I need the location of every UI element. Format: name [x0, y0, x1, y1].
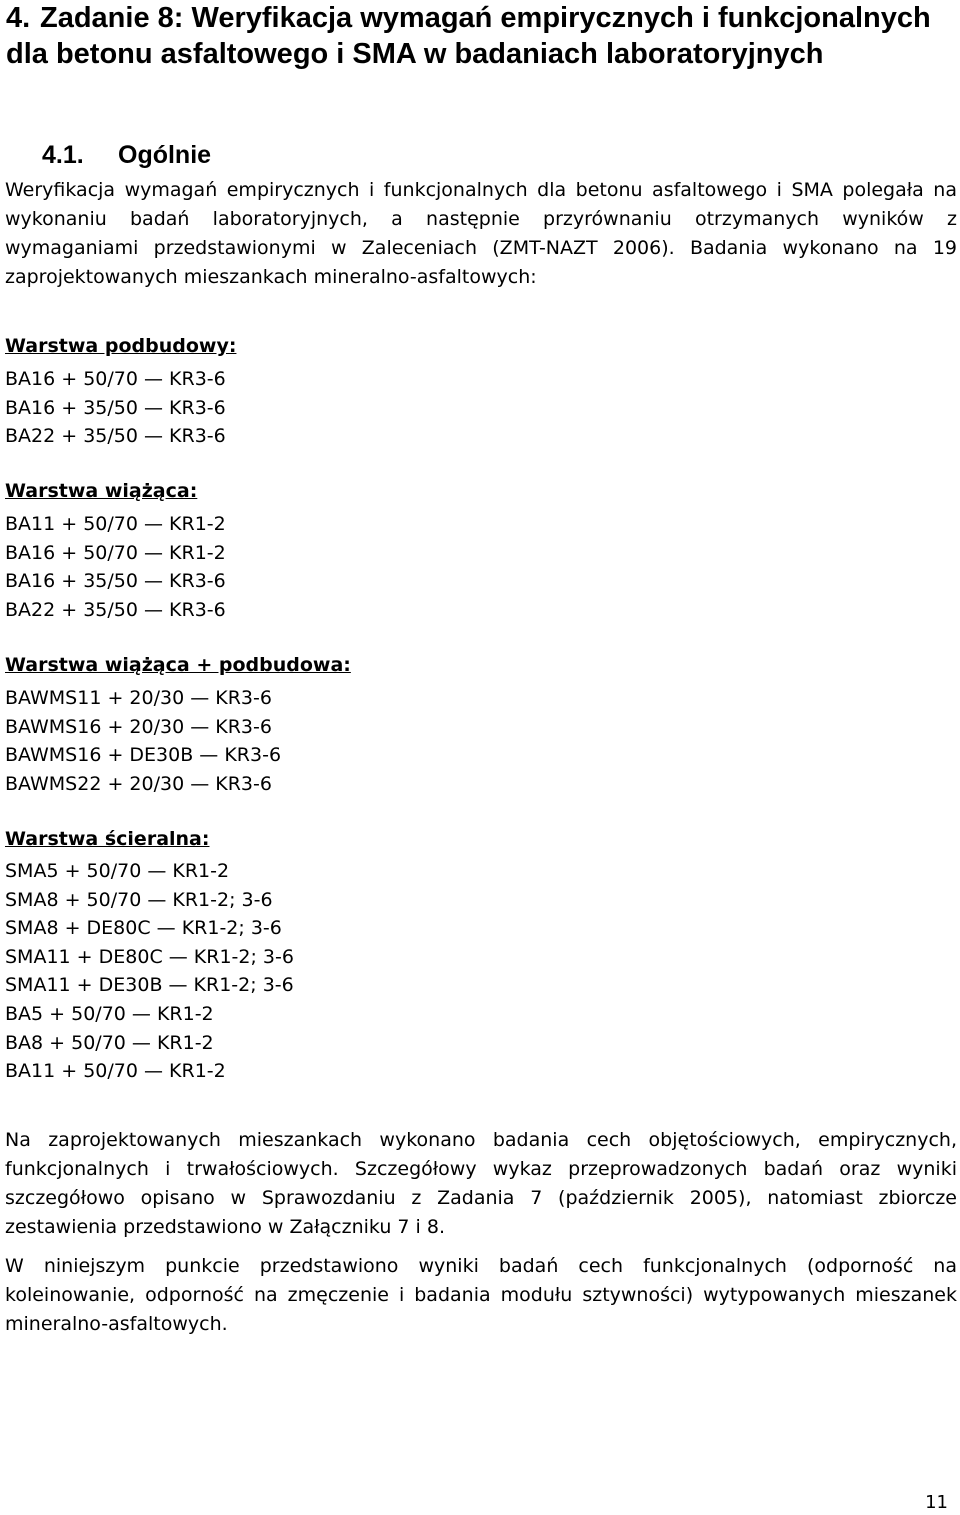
list-item: BAWMS11 + 20/30 — KR3-6: [5, 687, 272, 709]
section-label-podbudowy: Warstwa podbudowy:: [5, 335, 237, 357]
list-item: BAWMS16 + DE30B — KR3-6: [5, 744, 282, 767]
list-item: BAWMS16 + 20/30 — KR3-6: [5, 715, 272, 738]
subsection-title: Ogólnie: [118, 141, 212, 169]
list-item: BA16 + 35/50 — KR3-6: [5, 396, 226, 419]
page-number: 11: [925, 1492, 948, 1513]
subsection-number: 4.1.: [42, 141, 84, 169]
list-item: BA22 + 35/50 — KR3-6: [5, 598, 226, 621]
list-item: SMA5 + 50/70 — KR1-2: [5, 860, 230, 882]
closing-paragraph-1: Na zaprojektowanych mieszankach wykonano badania cech objętościowych, empirycznych, funkcjonalnych i trwałościowych. Szczegółowy wykaz przeprowadzonych badań oraz wyniki szczegółowo opisano w Sprawozdaniu z Zadania 7 (październik 2005), natomiast zbiorcze zestawienia przedstawiono w Załączniku 7 i 8.: [5, 1129, 957, 1238]
mix-list-scieralna: [5, 857, 294, 1086]
mix-list-podbudowy: [5, 365, 226, 451]
list-item: SMA8 + 50/70 — KR1-2; 3-6: [5, 888, 273, 911]
section-label-scieralna: Warstwa ścieralna:: [5, 828, 210, 850]
intro-paragraph: Weryfikacja wymagań empirycznych i funkcjonalnych dla betonu asfaltowego i SMA polegała na wykonaniu badań laboratoryjnych, a następnie przyrównaniu otrzymanych wyników z wymaganiami przedstawionymi w Zaleceniach (ZMT-NAZT 2006). Badania wykonano na 19 zaprojektowanych mieszankach mineralno-asfaltowych:: [5, 179, 957, 288]
list-item: SMA8 + DE80C — KR1-2; 3-6: [5, 917, 282, 940]
section-title: Zadanie 8: Weryfikacja wymagań empirycznych i funkcjonalnych dla betonu asfaltowego i SMA w badaniach laboratoryjnych: [6, 2, 931, 70]
list-item: SMA11 + DE30B — KR1-2; 3-6: [5, 974, 294, 997]
mix-list-wiazaca-podbudowa: [5, 684, 281, 798]
list-item: BA5 + 50/70 — KR1-2: [5, 1002, 214, 1025]
subsection-heading: [42, 140, 211, 170]
section-label-wiazaca-podbudowa: Warstwa wiążąca + podbudowa:: [5, 654, 351, 676]
list-item: BA11 + 50/70 — KR1-2: [5, 1060, 226, 1083]
list-item: BA16 + 50/70 — KR3-6: [5, 368, 226, 390]
list-item: SMA11 + DE80C — KR1-2; 3-6: [5, 945, 294, 968]
list-item: BA11 + 50/70 — KR1-2: [5, 513, 226, 535]
closing-paragraph-2: W niniejszym punkcie przedstawiono wyniki badań cech funkcjonalnych (odporność na koleinowanie, odporność na zmęczenie i badania modułu sztywności) wytypowanych mieszanek mineralno-asfaltowych.: [5, 1255, 957, 1335]
section-heading: [6, 0, 946, 72]
section-number: 4.: [6, 2, 31, 34]
list-item: BA8 + 50/70 — KR1-2: [5, 1031, 214, 1054]
list-item: BA22 + 35/50 — KR3-6: [5, 425, 226, 448]
list-item: BAWMS22 + 20/30 — KR3-6: [5, 772, 272, 795]
list-item: BA16 + 35/50 — KR3-6: [5, 570, 226, 593]
mix-list-wiazaca: [5, 510, 226, 624]
section-label-wiazaca: Warstwa wiążąca:: [5, 480, 198, 502]
list-item: BA16 + 50/70 — KR1-2: [5, 541, 226, 564]
